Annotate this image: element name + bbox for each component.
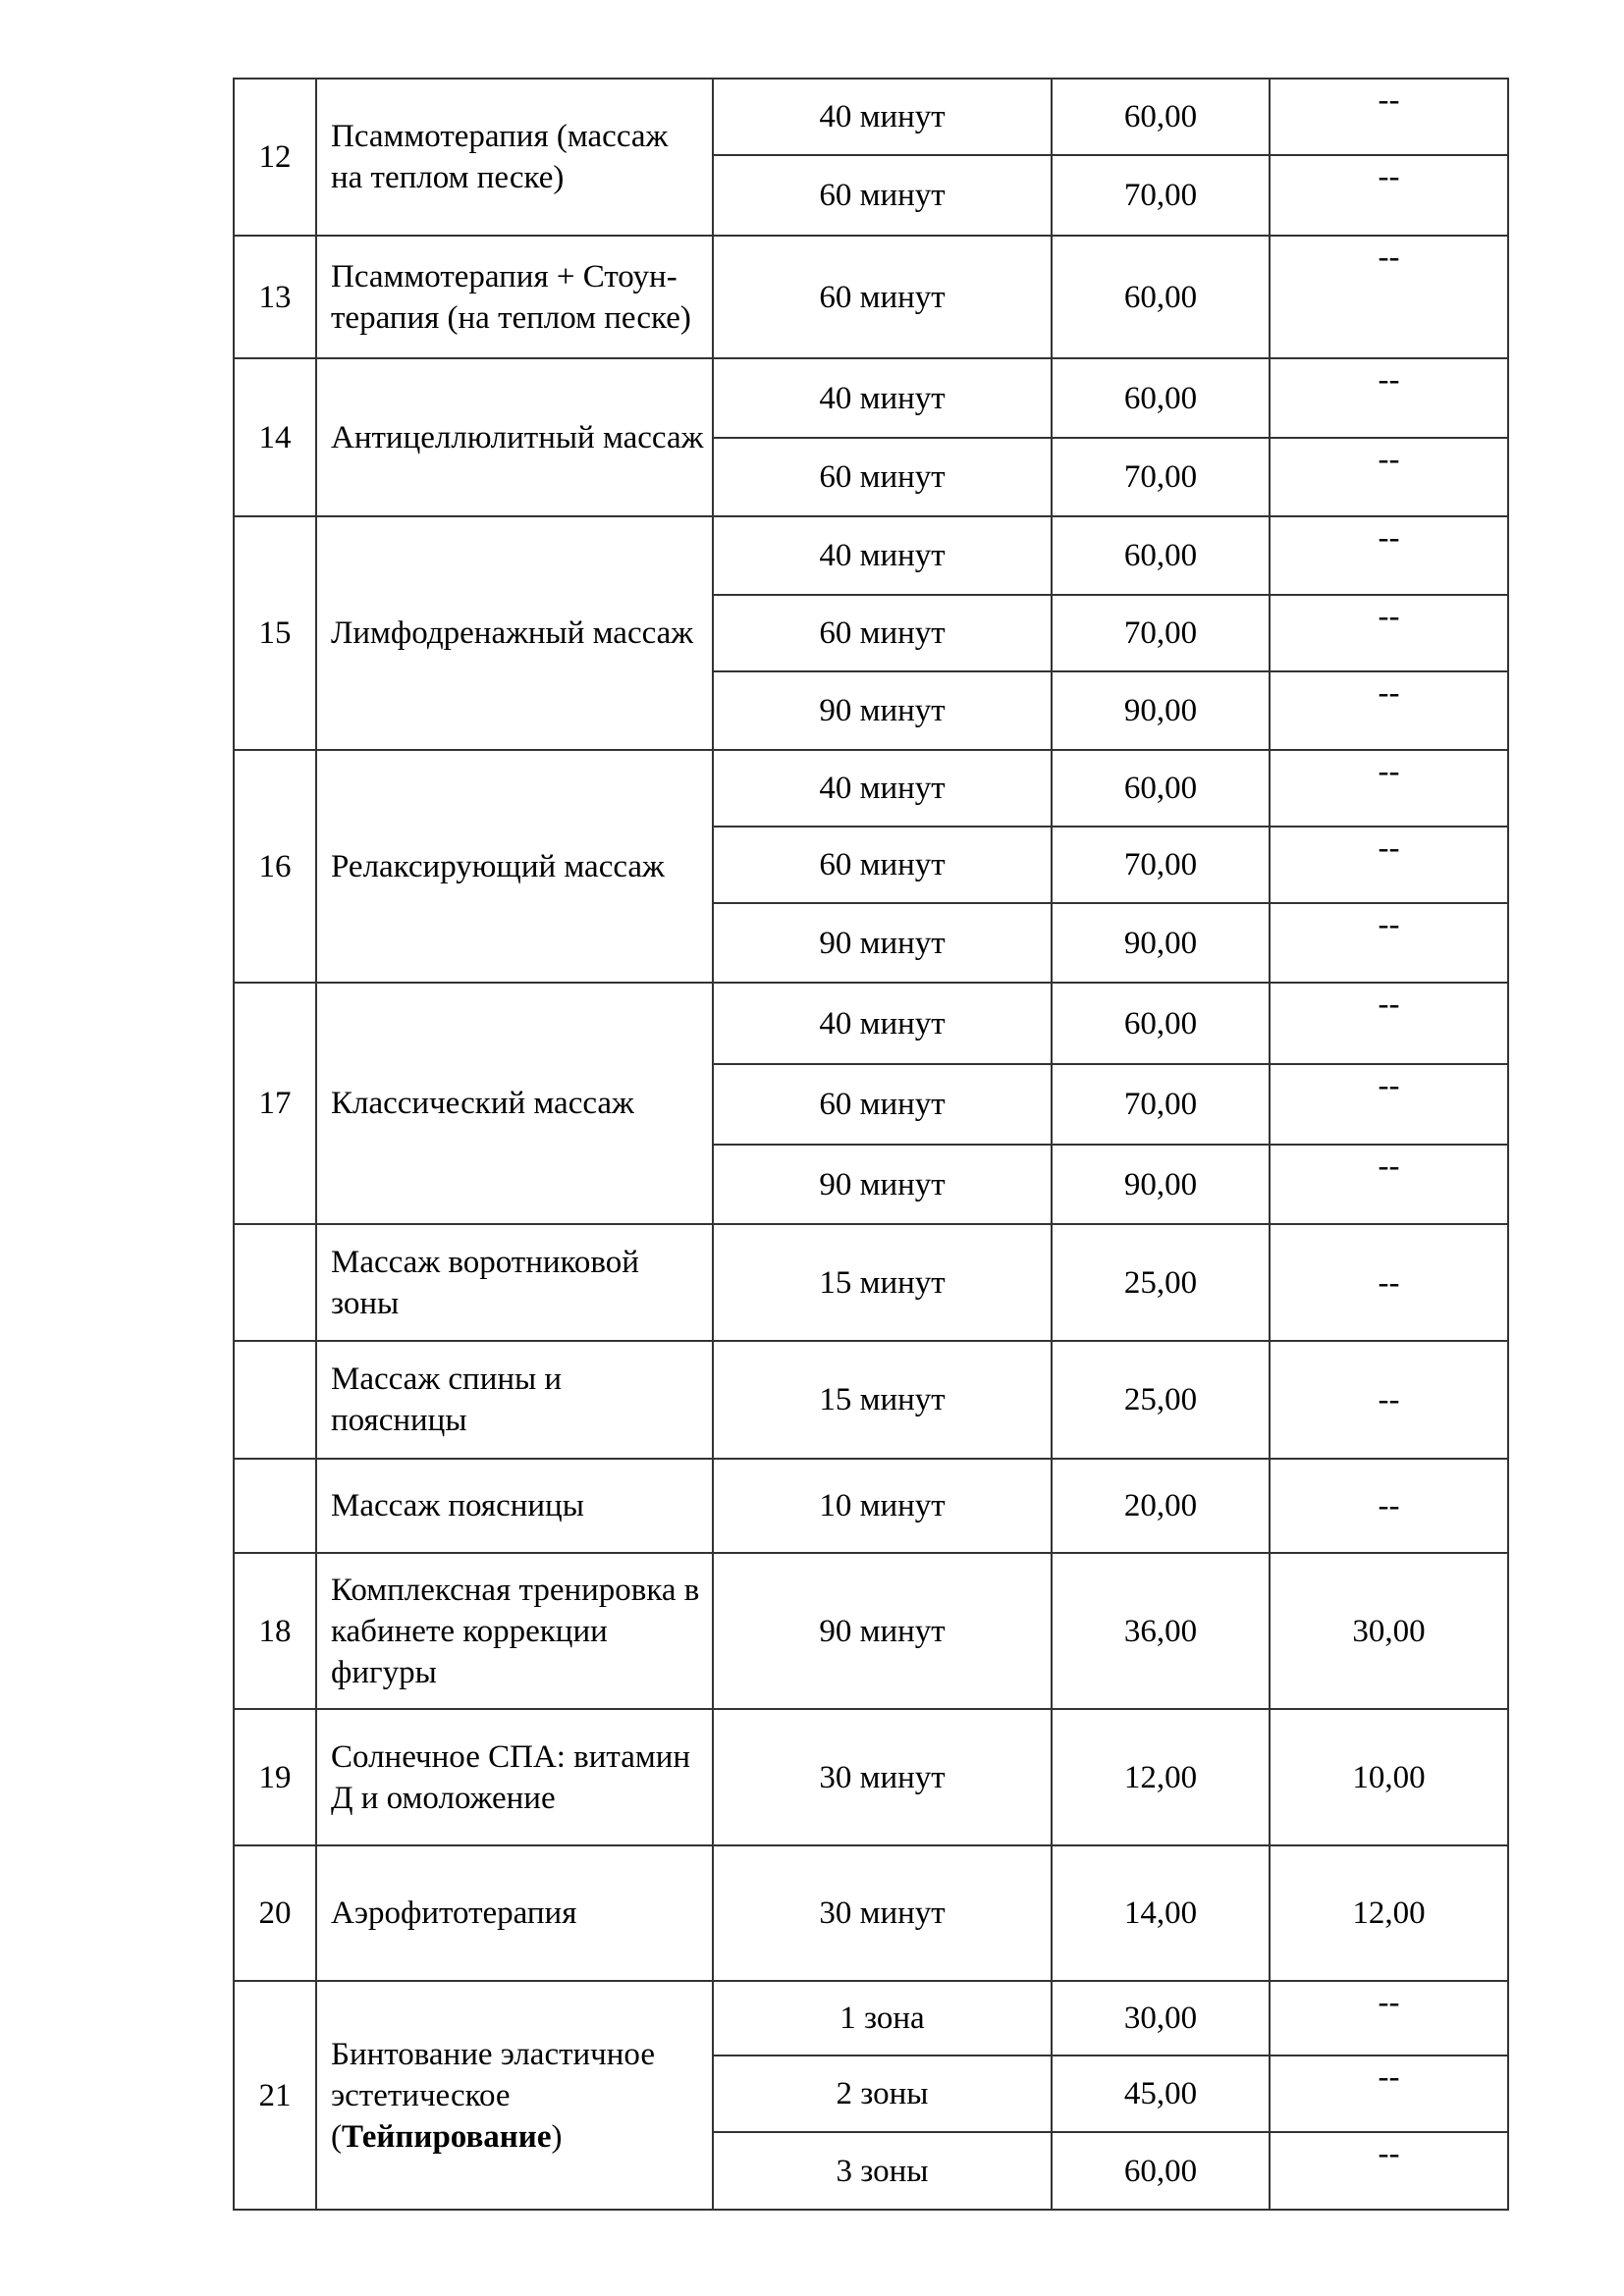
duration: 40 минут <box>713 516 1052 595</box>
price: 90,00 <box>1052 903 1270 983</box>
row-number: 13 <box>234 236 316 358</box>
service-name <box>316 1981 713 2210</box>
price: 60,00 <box>1052 236 1270 358</box>
row-number: 14 <box>234 358 316 516</box>
table-row <box>234 1845 1508 1981</box>
price: 20,00 <box>1052 1459 1270 1553</box>
price-secondary: -- <box>1270 516 1508 595</box>
service-name: Массаж поясницы <box>316 1459 713 1553</box>
service-name-suffix: ) <box>551 2118 563 2155</box>
service-name: Массаж спины и поясницы <box>316 1341 713 1459</box>
duration: 60 минут <box>713 595 1052 671</box>
price: 90,00 <box>1052 1145 1270 1224</box>
price-secondary: -- <box>1270 79 1508 155</box>
price-secondary: -- <box>1270 827 1508 903</box>
duration: 3 зоны <box>713 2132 1052 2210</box>
price: 12,00 <box>1052 1709 1270 1845</box>
price: 60,00 <box>1052 983 1270 1064</box>
price-secondary: -- <box>1270 2056 1508 2132</box>
price: 70,00 <box>1052 595 1270 671</box>
duration: 60 минут <box>713 155 1052 236</box>
price-secondary: -- <box>1270 1341 1508 1459</box>
row-number: 12 <box>234 79 316 236</box>
price-secondary: -- <box>1270 1145 1508 1224</box>
row-number: 20 <box>234 1845 316 1981</box>
service-name: Лимфодренажный массаж <box>316 516 713 750</box>
price: 14,00 <box>1052 1845 1270 1981</box>
duration: 90 минут <box>713 1145 1052 1224</box>
service-name: Комплексная тренировка в кабинете коррекции фигуры <box>316 1553 713 1709</box>
price-table <box>233 78 1509 2211</box>
row-number: 19 <box>234 1709 316 1845</box>
price-secondary: -- <box>1270 2132 1508 2210</box>
table-row <box>234 1459 1508 1553</box>
duration: 40 минут <box>713 358 1052 438</box>
row-number: 17 <box>234 983 316 1224</box>
duration: 30 минут <box>713 1845 1052 1981</box>
price: 25,00 <box>1052 1224 1270 1341</box>
duration: 40 минут <box>713 983 1052 1064</box>
price: 60,00 <box>1052 2132 1270 2210</box>
duration: 30 минут <box>713 1709 1052 1845</box>
price: 70,00 <box>1052 827 1270 903</box>
service-name: Псаммотерапия (массаж на теплом песке) <box>316 79 713 236</box>
duration: 60 минут <box>713 236 1052 358</box>
row-number <box>234 1224 316 1341</box>
table-row <box>234 236 1508 358</box>
table-row <box>234 1341 1508 1459</box>
price-secondary: -- <box>1270 1064 1508 1145</box>
table-row <box>234 1553 1508 1709</box>
price: 60,00 <box>1052 516 1270 595</box>
price-secondary: -- <box>1270 983 1508 1064</box>
price: 36,00 <box>1052 1553 1270 1709</box>
row-number: 15 <box>234 516 316 750</box>
price-secondary: -- <box>1270 358 1508 438</box>
row-number <box>234 1341 316 1459</box>
duration: 60 минут <box>713 438 1052 516</box>
duration: 90 минут <box>713 903 1052 983</box>
duration: 15 минут <box>713 1224 1052 1341</box>
table-row <box>234 358 1508 438</box>
service-name: Классический массаж <box>316 983 713 1224</box>
duration: 40 минут <box>713 750 1052 827</box>
price: 70,00 <box>1052 1064 1270 1145</box>
price: 30,00 <box>1052 1981 1270 2056</box>
price-secondary: -- <box>1270 1224 1508 1341</box>
price-secondary: 30,00 <box>1270 1553 1508 1709</box>
row-number: 16 <box>234 750 316 983</box>
service-name: Псаммотерапия + Стоун-терапия (на теплом песке) <box>316 236 713 358</box>
duration: 1 зона <box>713 1981 1052 2056</box>
price: 25,00 <box>1052 1341 1270 1459</box>
price-secondary: -- <box>1270 438 1508 516</box>
price: 70,00 <box>1052 155 1270 236</box>
duration: 40 минут <box>713 79 1052 155</box>
price-secondary: 12,00 <box>1270 1845 1508 1981</box>
duration: 60 минут <box>713 827 1052 903</box>
price-secondary: -- <box>1270 671 1508 750</box>
price-secondary: -- <box>1270 750 1508 827</box>
row-number: 21 <box>234 1981 316 2210</box>
price-secondary: -- <box>1270 903 1508 983</box>
service-name: Солнечное СПА: витамин Д и омоложение <box>316 1709 713 1845</box>
duration: 10 минут <box>713 1459 1052 1553</box>
duration: 90 минут <box>713 1553 1052 1709</box>
duration: 90 минут <box>713 671 1052 750</box>
price-secondary: 10,00 <box>1270 1709 1508 1845</box>
table-row <box>234 516 1508 595</box>
duration: 60 минут <box>713 1064 1052 1145</box>
table-row <box>234 79 1508 155</box>
price-secondary: -- <box>1270 1459 1508 1553</box>
price: 60,00 <box>1052 79 1270 155</box>
table-row <box>234 1709 1508 1845</box>
service-name: Антицеллюлитный массаж <box>316 358 713 516</box>
service-name: Аэрофитотерапия <box>316 1845 713 1981</box>
price: 90,00 <box>1052 671 1270 750</box>
price-secondary: -- <box>1270 155 1508 236</box>
duration: 15 минут <box>713 1341 1052 1459</box>
row-number: 18 <box>234 1553 316 1709</box>
service-name: Релаксирующий массаж <box>316 750 713 983</box>
table-row <box>234 1224 1508 1341</box>
price-secondary: -- <box>1270 236 1508 358</box>
price: 60,00 <box>1052 358 1270 438</box>
service-name-bold: Тейпирование <box>342 2118 552 2155</box>
duration: 2 зоны <box>713 2056 1052 2132</box>
price: 45,00 <box>1052 2056 1270 2132</box>
service-name-text: Бинтование эластичное эстетическое ( <box>331 2036 655 2155</box>
table-row <box>234 1981 1508 2056</box>
price: 70,00 <box>1052 438 1270 516</box>
price-secondary: -- <box>1270 1981 1508 2056</box>
price-secondary: -- <box>1270 595 1508 671</box>
table-row <box>234 750 1508 827</box>
service-name: Массаж воротниковой зоны <box>316 1224 713 1341</box>
price: 60,00 <box>1052 750 1270 827</box>
table-row <box>234 983 1508 1064</box>
row-number <box>234 1459 316 1553</box>
